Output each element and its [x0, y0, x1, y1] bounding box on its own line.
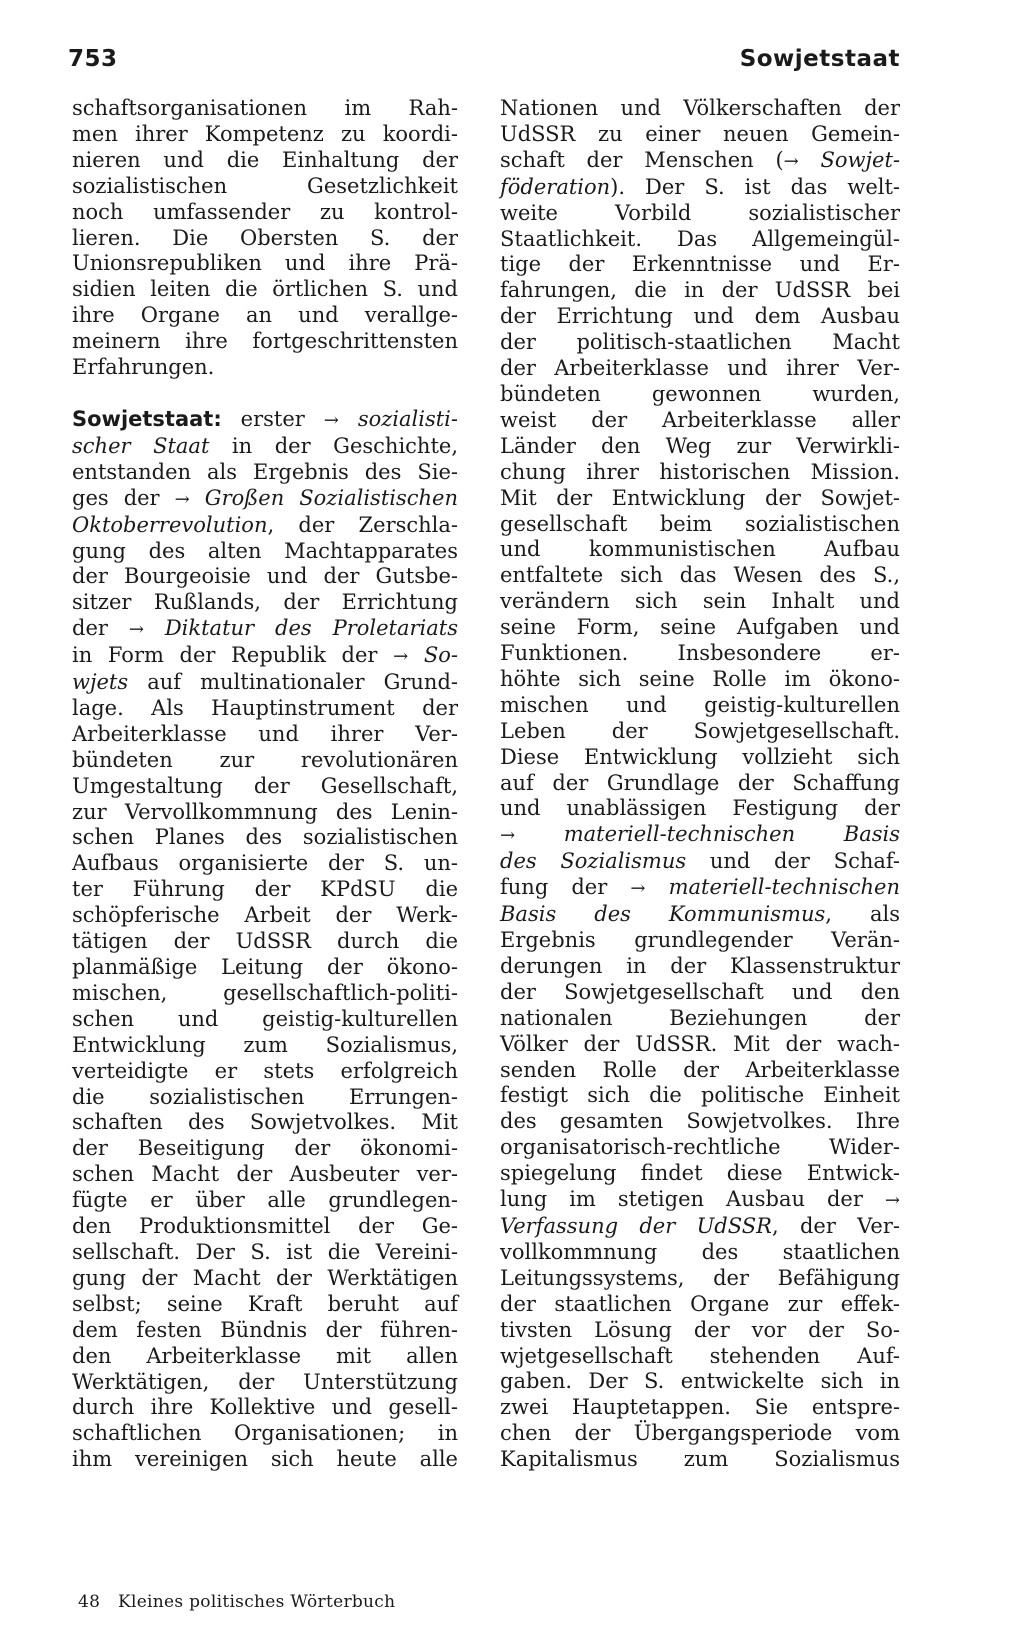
- cross-reference: Diktatur des Proletariats: [164, 616, 458, 641]
- arrow-icon: →: [884, 1190, 900, 1212]
- text-line: schaft der Menschen (→ Sowjet-: [500, 147, 900, 172]
- text-line: ihre Organe an und verallge-: [72, 303, 458, 328]
- text-line: Basis des Kommunismus, als: [500, 902, 900, 927]
- text-line: zwei Hauptetappen. Sie entspre-: [500, 1395, 900, 1420]
- text-line: fügte er über alle grundlegen-: [72, 1188, 458, 1213]
- cross-reference: Basis des Kommunismus: [500, 902, 826, 927]
- arrow-icon: →: [500, 825, 516, 847]
- cross-reference: So-: [423, 643, 458, 668]
- text-line: Oktoberrevolution, der Zerschla-: [72, 512, 458, 537]
- text-line: und unablässigen Festigung der: [500, 796, 900, 821]
- cross-reference: materiell-technischen Basis: [563, 822, 900, 847]
- text-line: mischen, gesellschaftlich-politi-: [72, 980, 458, 1005]
- text-line: lieren. Die Obersten S. der: [72, 225, 458, 250]
- text-line: Staatlichkeit. Das Allgemeingül-: [500, 226, 900, 251]
- text-line: ges der → Großen Sozialistischen: [72, 485, 458, 510]
- text-line: spiegelung findet diese Entwick-: [500, 1161, 900, 1186]
- text-line: ter Führung der KPdSU die: [72, 877, 458, 902]
- cross-reference: Verfassung der UdSSR: [500, 1213, 772, 1238]
- text-line: der Beseitigung der ökonomi-: [72, 1136, 458, 1161]
- text-line: dem festen Bündnis der führen-: [72, 1317, 458, 1342]
- cross-reference: sozialisti-: [357, 406, 458, 431]
- text-line: den Produktionsmittel der Ge-: [72, 1214, 458, 1239]
- text-line: schaftlichen Organisationen; in: [72, 1421, 458, 1446]
- text-line: weist der Arbeiterklasse aller: [500, 407, 900, 432]
- cross-reference: des Sozialismus: [500, 849, 687, 874]
- text-line: wjetgesellschaft stehenden Auf-: [500, 1343, 900, 1368]
- text-line: gaben. Der S. entwickelte sich in: [500, 1369, 900, 1394]
- arrow-icon: →: [323, 409, 339, 431]
- text-line: selbst; seine Kraft beruht auf: [72, 1291, 458, 1316]
- text-line: Aufbaus organisierte der S. un-: [72, 851, 458, 876]
- text-line: sellschaft. Der S. ist die Vereini-: [72, 1239, 458, 1264]
- text-line: sozialistischen Gesetzlichkeit: [72, 173, 458, 198]
- text-line: entfaltete sich das Wesen des S.,: [500, 563, 900, 588]
- cross-reference: wjets: [72, 670, 129, 695]
- text-line: Unionsrepubliken und ihre Prä-: [72, 251, 458, 276]
- text-line: seine Form, seine Aufgaben und: [500, 615, 900, 640]
- text-line: Diese Entwicklung vollzieht sich: [500, 744, 900, 769]
- text-line: nieren und die Einhaltung der: [72, 147, 458, 172]
- text-line: zur Vervollkommnung des Lenin-: [72, 799, 458, 824]
- text-line: der Bourgeoisie und der Gutsbe-: [72, 564, 458, 589]
- text-line: festigt sich die politische Einheit: [500, 1083, 900, 1108]
- text-line: der → Diktatur des Proletariats: [72, 616, 458, 641]
- text-line: schen Macht der Ausbeuter ver-: [72, 1162, 458, 1187]
- text-line: bündeten gewonnen wurden,: [500, 381, 900, 406]
- text-line: senden Rolle der Arbeiterklasse: [500, 1057, 900, 1082]
- text-line: schen und geistig-kulturellen: [72, 1006, 458, 1031]
- text-line: Völker der UdSSR. Mit der wach-: [500, 1031, 900, 1056]
- text-line: schaften des Sowjetvolkes. Mit: [72, 1110, 458, 1135]
- text-line: erster → sozialisti-: [221, 406, 458, 431]
- text-line: [500, 822, 900, 849]
- text-line: gesellschaft beim sozialistischen: [500, 511, 900, 536]
- text-line: mischen und geistig-kulturellen: [500, 692, 900, 717]
- text-line: fung der → materiell-technischen: [500, 875, 900, 900]
- text-line: Mit der Entwicklung der Sowjet-: [500, 485, 900, 510]
- text-line: planmäßige Leitung der ökono-: [72, 955, 458, 979]
- text-line: der staatlichen Organe zur effek-: [500, 1291, 900, 1316]
- cross-reference: materiell-technischen: [668, 875, 900, 900]
- text-line: ihm vereinigen sich heute alle: [72, 1447, 458, 1472]
- cross-reference: scher Staat: [72, 433, 210, 458]
- page-header: [68, 42, 900, 82]
- text-line: Länder den Weg zur Verwirkli-: [500, 433, 900, 458]
- text-line: tige der Erkenntnisse und Er-: [500, 252, 900, 277]
- text-line: tivsten Lösung der vor der So-: [500, 1317, 900, 1342]
- text-line: chung ihrer historischen Mission.: [500, 459, 900, 484]
- text-line: weite Vorbild sozialistischer: [500, 200, 900, 225]
- signature-number: 48: [78, 1592, 101, 1612]
- text-line: meinern ihre fortgeschrittensten: [72, 329, 458, 354]
- right-column: [500, 96, 900, 1473]
- text-line: Werktätigen, der Unterstützung: [72, 1369, 458, 1394]
- page-footer: [78, 1592, 407, 1612]
- text-line: entstanden als Ergebnis des Sie-: [72, 459, 458, 484]
- left-column: [72, 96, 458, 1473]
- text-line: den Arbeiterklasse mit allen: [72, 1343, 458, 1368]
- text-line: Ergebnis grundlegender Verän-: [500, 928, 900, 952]
- text-line: durch ihre Kollektive und gesell-: [72, 1395, 458, 1420]
- text-line: die sozialistischen Errungen-: [72, 1084, 458, 1109]
- text-line: vollkommnung des staatlichen: [500, 1239, 900, 1264]
- text-line: Funktionen. Insbesondere er-: [500, 641, 900, 666]
- text-line: schöpferische Arbeit der Werk-: [72, 903, 458, 928]
- text-line: in Form der Republik der → So-: [72, 643, 458, 668]
- text-line: Erfahrungen.: [72, 355, 215, 380]
- text-line: scher Staat in der Geschichte,: [72, 433, 458, 458]
- text-line: verändern sich sein Inhalt und: [500, 589, 900, 614]
- cross-reference: föderation: [500, 174, 611, 199]
- text-line: der politisch-staatlichen Macht: [500, 330, 900, 355]
- text-line: Verfassung der UdSSR, der Ver-: [500, 1213, 900, 1238]
- cross-reference: Sowjet-: [820, 147, 900, 172]
- text-line: des gesamten Sowjetvolkes. Ihre: [500, 1109, 900, 1134]
- text-line: lage. Als Hauptinstrument der: [72, 695, 458, 720]
- book-title: Kleines politisches Wörterbuch: [117, 1592, 396, 1612]
- text-line: Kapitalismus zum Sozialismus: [500, 1447, 900, 1472]
- cross-reference: Großen Sozialistischen: [204, 485, 458, 510]
- text-line: der Errichtung und dem Ausbau: [500, 304, 900, 329]
- text-line: derungen in der Klassenstruktur: [500, 953, 900, 978]
- text-line: schen Planes des sozialistischen: [72, 825, 458, 850]
- arrow-icon: →: [783, 150, 799, 172]
- text-line: gung des alten Machtapparates: [72, 538, 458, 563]
- text-line: schaftsorganisationen im Rah-: [72, 96, 458, 120]
- text-line: UdSSR zu einer neuen Gemein-: [500, 121, 900, 146]
- text-line: sitzer Rußlands, der Errichtung: [72, 590, 458, 615]
- text-line: men ihrer Kompetenz zu koordi-: [72, 121, 458, 146]
- text-line: wjets auf multinationaler Grund-: [72, 670, 458, 695]
- text-line: Leitungssystems, der Befähigung: [500, 1265, 900, 1290]
- text-line: der Arbeiterklasse und ihrer Ver-: [500, 356, 900, 381]
- text-line: fahrungen, die in der UdSSR bei: [500, 278, 900, 303]
- text-line: lung im stetigen Ausbau der →: [500, 1187, 900, 1212]
- text-line: bündeten zur revolutionären: [72, 747, 458, 772]
- dictionary-entry: [72, 407, 458, 1473]
- arrow-icon: →: [174, 488, 190, 510]
- text-line: verteidigte er stets erfolgreich: [72, 1058, 458, 1083]
- text-line: auf der Grundlage der Schaffung: [500, 770, 900, 795]
- text-line: tätigen der UdSSR durch die: [72, 929, 458, 954]
- text-line: Umgestaltung der Gesellschaft,: [72, 773, 458, 798]
- text-line: föderation). Der S. ist das welt-: [500, 174, 900, 199]
- text-line: und kommunistischen Aufbau: [500, 537, 900, 562]
- text-line: chen der Übergangsperiode vom: [500, 1421, 900, 1446]
- arrow-icon: →: [393, 646, 409, 668]
- text-line: Arbeiterklasse und ihrer Ver-: [72, 721, 458, 746]
- text-line: höhte sich seine Rolle im ökono-: [500, 666, 900, 691]
- arrow-icon: →: [630, 878, 646, 900]
- text-line: Nationen und Völkerschaften der: [500, 96, 900, 120]
- text-line: gung der Macht der Werktätigen: [72, 1265, 458, 1290]
- page-number: 753: [68, 46, 118, 72]
- entry-first-line: [72, 407, 458, 434]
- cross-reference: Oktoberrevolution: [72, 512, 268, 537]
- text-line: der Sowjetgesellschaft und den: [500, 979, 900, 1004]
- text-line: Entwicklung zum Sozialismus,: [72, 1032, 458, 1057]
- text-line: des Sozialismus und der Schaf-: [500, 849, 900, 874]
- arrow-icon: →: [128, 619, 144, 641]
- text-line: organisatorisch-rechtliche Wider-: [500, 1135, 900, 1160]
- text-line: sidien leiten die örtlichen S. und: [72, 277, 458, 302]
- text-line: noch umfassender zu kontrol-: [72, 199, 458, 224]
- text-line: Leben der Sowjetgesellschaft.: [500, 718, 900, 743]
- running-head: Sowjetstaat: [739, 46, 900, 72]
- entry-lemma: Sowjetstaat:: [72, 406, 222, 431]
- text-line: nationalen Beziehungen der: [500, 1005, 900, 1030]
- continuation-paragraph: [72, 96, 458, 381]
